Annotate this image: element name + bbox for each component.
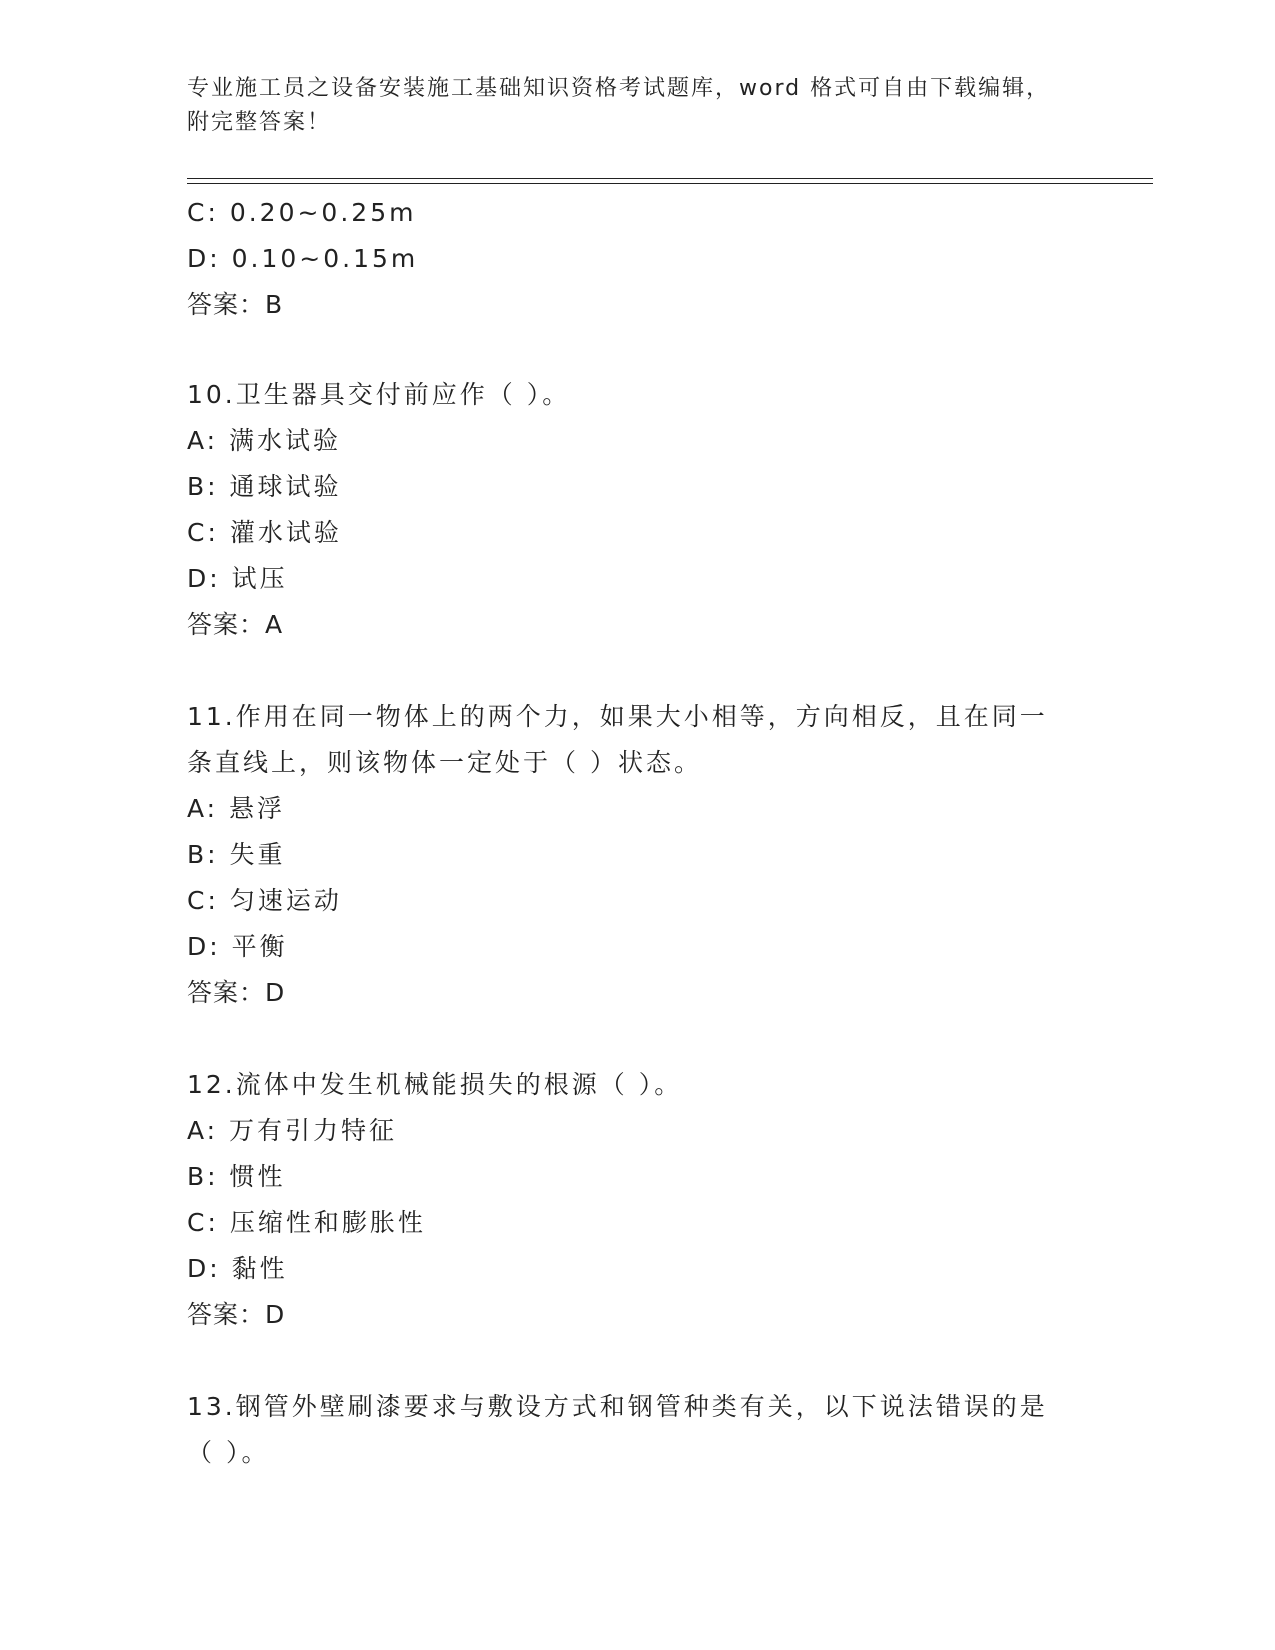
option-d: D: 试压 (187, 564, 288, 593)
question-12 (187, 1062, 1087, 1338)
question-list (187, 190, 1087, 1476)
question-stem: 11.作用在同一物体上的两个力，如果大小相等，方向相反，且在同一 (187, 702, 1048, 731)
option-a: A: 满水试验 (187, 426, 342, 455)
question-stem: 13.钢管外壁刷漆要求与敷设方式和钢管种类有关，以下说法错误的是 (187, 1392, 1048, 1421)
question-10 (187, 372, 1087, 648)
option-c: C: 匀速运动 (187, 886, 342, 915)
prev-option-d: D: 0.10~0.15m (187, 244, 419, 273)
header-line-1: 专业施工员之设备安装施工基础知识资格考试题库，word 格式可自由下载编辑， (187, 76, 1051, 101)
answer: 答案：D (187, 1300, 286, 1329)
question-stem-continued: （ ）。 (187, 1438, 270, 1467)
option-d: D: 黏性 (187, 1254, 288, 1283)
header-divider-top (187, 178, 1153, 179)
option-d: D: 平衡 (187, 932, 288, 961)
option-b: B: 惯性 (187, 1162, 286, 1191)
option-a: A: 悬浮 (187, 794, 286, 823)
prev-answer: 答案：B (187, 290, 284, 319)
header-divider-bottom (187, 183, 1153, 184)
answer: 答案：A (187, 610, 284, 639)
option-b: B: 通球试验 (187, 472, 342, 501)
option-c: C: 压缩性和膨胀性 (187, 1208, 426, 1237)
question-11 (187, 694, 1087, 1016)
question-stem-continued: 条直线上，则该物体一定处于（ ）状态。 (187, 748, 702, 777)
question-13 (187, 1384, 1087, 1476)
prev-option-c: C: 0.20~0.25m (187, 198, 417, 227)
answer: 答案：D (187, 978, 286, 1007)
document-header (187, 72, 1087, 140)
question-stem: 10.卫生器具交付前应作（ ）。 (187, 380, 571, 409)
option-a: A: 万有引力特征 (187, 1116, 398, 1145)
option-b: B: 失重 (187, 840, 286, 869)
question-stem: 12.流体中发生机械能损失的根源（ ）。 (187, 1070, 683, 1099)
option-c: C: 灌水试验 (187, 518, 342, 547)
header-line-2: 附完整答案！ (187, 110, 332, 135)
